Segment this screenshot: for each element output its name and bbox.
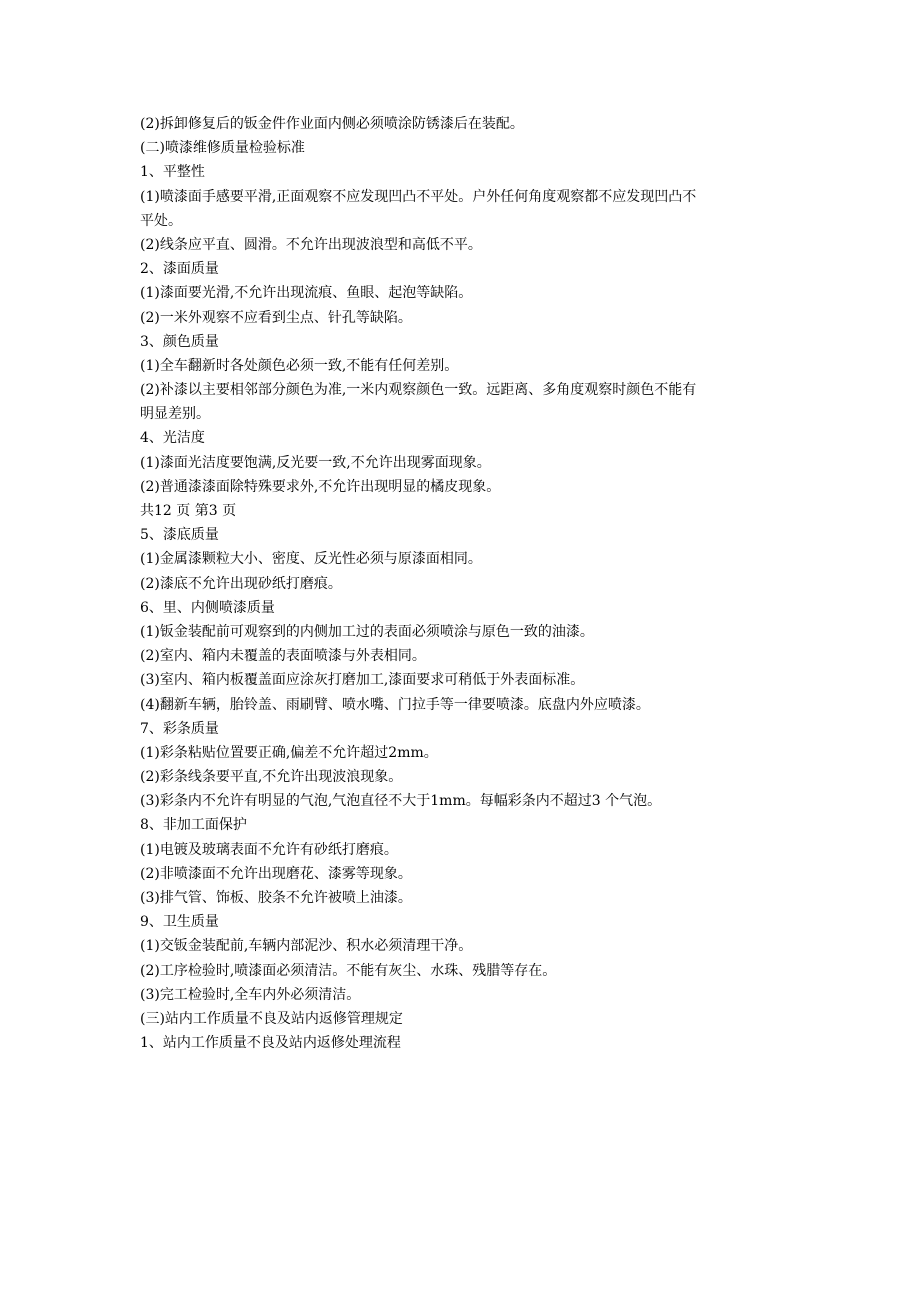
text-line: 明显差别。 (140, 406, 210, 423)
text-line: (2)一米外观察不应看到尘点、针孔等缺陷。 (140, 309, 412, 326)
text-line: (2)工序检验时,喷漆面必须清洁。不能有灰尘、水珠、残腊等存在。 (140, 962, 557, 979)
text-line: (1)交钣金装配前,车辆内部泥沙、积水必须清理干净。 (140, 938, 473, 955)
text-line: (1)全车翻新时各处颜色必须一致,不能有任何差别。 (140, 357, 459, 374)
subsection-heading: 1、站内工作质量不良及站内返修处理流程 (140, 1035, 401, 1052)
subsection-heading: 7、彩条质量 (140, 720, 219, 737)
text-line: (1)电镀及玻璃表面不允许有砂纸打磨痕。 (140, 841, 398, 858)
text-line: (1)彩条粘贴位置要正确,偏差不允许超过2mm。 (140, 744, 438, 761)
subsection-heading: 4、光洁度 (140, 430, 205, 447)
text-line: (2)补漆以主要相邻部分颜色为准,一米内观察颜色一致。远距离、多角度观察时颜色不能有 (140, 382, 697, 399)
subsection-heading: 9、卫生质量 (140, 914, 219, 931)
text-line: (1)漆面光洁度要饱满,反光要一致,不允许出现雾面现象。 (140, 454, 491, 471)
text-line: (2)室内、箱内未覆盖的表面喷漆与外表相同。 (140, 648, 426, 665)
subsection-heading: 1、平整性 (140, 164, 205, 181)
text-line: (3)彩条内不允许有明显的气泡,气泡直径不大于1mm。每幅彩条内不超过3 个气泡。 (140, 793, 662, 810)
text-line: (2)普通漆漆面除特殊要求外,不允许出现明显的橘皮现象。 (140, 478, 501, 495)
text-line: (2)非喷漆面不允许出现磨花、漆雾等现象。 (140, 865, 412, 882)
text-line: (2)线条应平直、圆滑。不允许出现波浪型和高低不平。 (140, 236, 482, 253)
section-heading: (三)站内工作质量不良及站内返修管理规定 (140, 1010, 403, 1027)
text-line: (1)喷漆面手感要平滑,正面观察不应发现凹凸不平处。户外任何角度观察都不应发现凹凸不 (140, 188, 697, 205)
text-line: (3)室内、箱内板覆盖面应涂灰打磨加工,漆面要求可稍低于外表面标准。 (140, 672, 585, 689)
text-line: (3)完工检验时,全车内外必须清洁。 (140, 986, 361, 1003)
subsection-heading: 6、里、内侧喷漆质量 (140, 599, 275, 616)
text-line: (1)钣金装配前可观察到的内侧加工过的表面必须喷涂与原色一致的油漆。 (140, 623, 594, 640)
page-indicator: 共12 页 第3 页 (140, 503, 237, 519)
section-heading: (二)喷漆维修质量检验标准 (140, 140, 305, 157)
text-line: (1)漆面要光滑,不允许出现流痕、鱼眼、起泡等缺陷。 (140, 285, 473, 302)
document-page (140, 112, 790, 1055)
text-line: (4)翻新车辆，胎铃盖、雨刷臂、喷水嘴、门拉手等一律要喷漆。底盘内外应喷漆。 (140, 696, 650, 713)
text-line: (2)彩条线条要平直,不允许出现波浪现象。 (140, 769, 403, 786)
subsection-heading: 3、颜色质量 (140, 333, 219, 350)
subsection-heading: 5、漆底质量 (140, 527, 219, 544)
text-line: (2)漆底不允许出现砂纸打磨痕。 (140, 575, 342, 592)
text-line: (2)拆卸修复后的钣金件作业面内侧必须喷涂防锈漆后在装配。 (140, 116, 524, 132)
text-line: (3)排气管、饰板、胶条不允许被喷上油漆。 (140, 890, 412, 906)
subsection-heading: 2、漆面质量 (140, 261, 219, 278)
subsection-heading: 8、非加工面保护 (140, 817, 247, 834)
text-line: (1)金属漆颗粒大小、密度、反光性必须与原漆面相同。 (140, 551, 482, 568)
text-line: 平处。 (140, 212, 182, 229)
